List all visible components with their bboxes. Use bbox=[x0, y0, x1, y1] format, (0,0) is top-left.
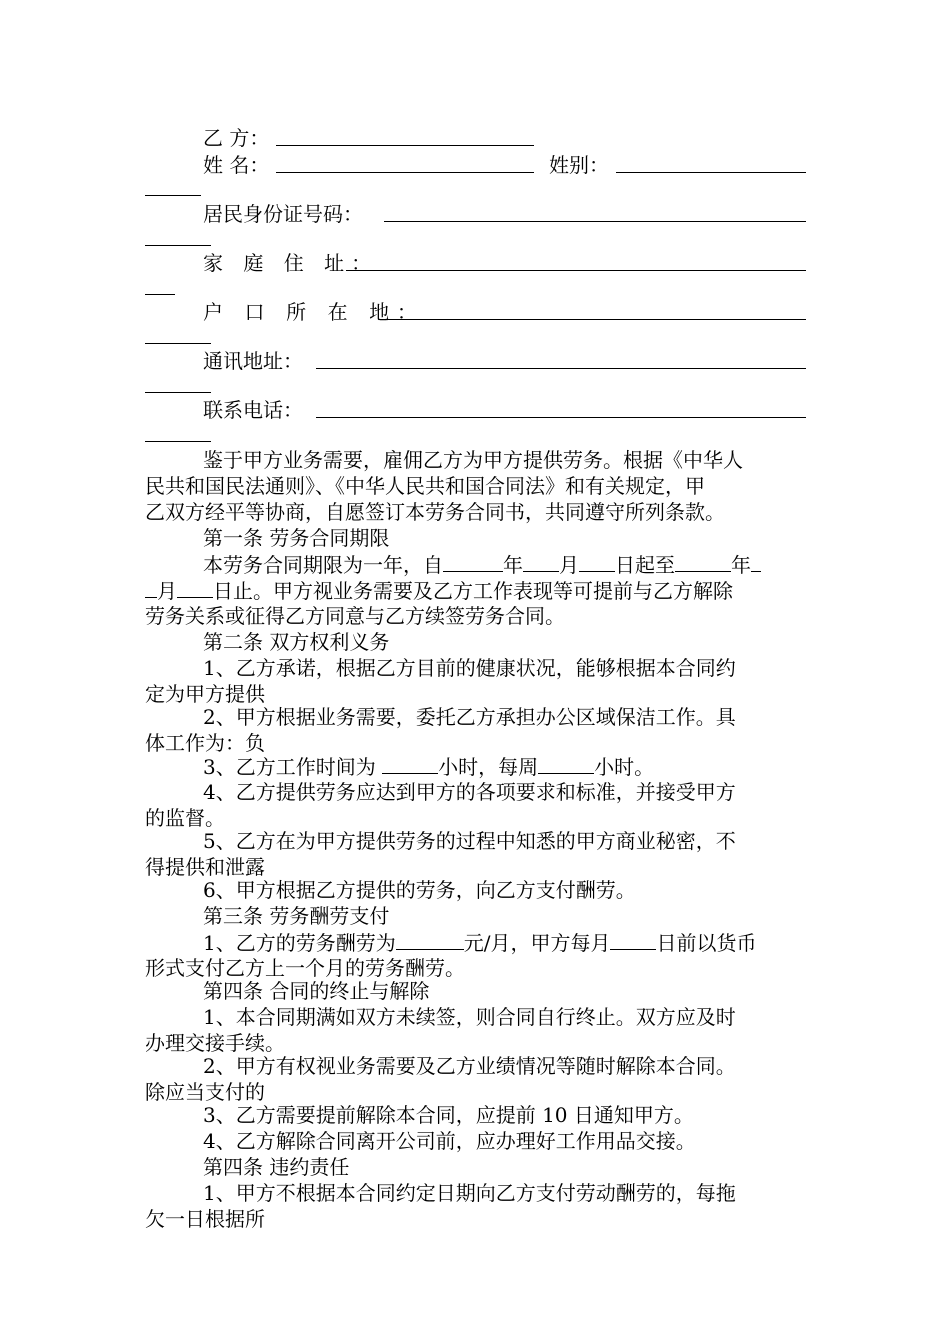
daily-hours-blank bbox=[382, 753, 438, 774]
preamble-line-3: 乙双方经平等协商，自愿签订本劳务合同书，共同遵守所列条款。 bbox=[145, 500, 725, 524]
name-row bbox=[203, 152, 269, 178]
article-4-item-3: 3、乙方需要提前解除本合同，应提前 10 日通知甲方。 bbox=[203, 1103, 694, 1127]
article-2-item-5a: 5、乙方在为甲方提供劳务的过程中知悉的甲方商业秘密，不 bbox=[203, 829, 736, 853]
residence-blank-cont bbox=[145, 343, 211, 344]
article-4-item-1b: 办理交接手续。 bbox=[145, 1031, 285, 1055]
id-row bbox=[203, 201, 363, 227]
residence-label: 户 口 所 在 地： bbox=[203, 300, 425, 324]
start-day-blank bbox=[579, 551, 615, 572]
article-4-item-2b: 除应当支付的 bbox=[145, 1080, 265, 1104]
gender-blank bbox=[616, 172, 806, 173]
article-2-item-3: 3、乙方工作时间为 小时，每周 小时。 bbox=[203, 755, 655, 779]
name-label: 姓 名： bbox=[203, 153, 270, 177]
residence-row bbox=[203, 299, 424, 325]
address-label: 家 庭 住 址： bbox=[203, 251, 379, 275]
gender-blank-cont bbox=[145, 195, 201, 196]
start-month-blank bbox=[523, 551, 559, 572]
id-blank bbox=[384, 221, 806, 222]
phone-label: 联系电话： bbox=[203, 398, 303, 422]
party-b-blank bbox=[276, 145, 534, 146]
weekly-hours-blank bbox=[538, 753, 594, 774]
phone-row bbox=[203, 397, 303, 423]
article-2-item-1a: 1、乙方承诺，根据乙方目前的健康状况，能够根据本合同约 bbox=[203, 656, 736, 680]
article-3-title: 第三条 劳务酬劳支付 bbox=[203, 904, 390, 928]
article-2-item-2a: 2、甲方根据业务需要，委托乙方承担办公区域保洁工作。具 bbox=[203, 705, 736, 729]
article-4-item-1a: 1、本合同期满如双方未续签，则合同自行终止。双方应及时 bbox=[203, 1005, 736, 1029]
article-1-line-2: 月 日止。甲方视业务需要及乙方工作表现等可提前与乙方解除 bbox=[145, 577, 733, 603]
article-1-line-3: 劳务关系或征得乙方同意与乙方续签劳务合同。 bbox=[145, 604, 565, 628]
phone-blank bbox=[316, 417, 806, 418]
article-4-item-2a: 2、甲方有权视业务需要及乙方业绩情况等随时解除本合同。 bbox=[203, 1054, 736, 1078]
id-label: 居民身份证号码： bbox=[203, 202, 363, 226]
start-year-blank bbox=[443, 551, 503, 572]
article-2-item-4a: 4、乙方提供劳务应达到甲方的各项要求和标准，并接受甲方 bbox=[203, 780, 736, 804]
mail-blank-cont bbox=[145, 392, 211, 393]
article-4-item-4: 4、乙方解除合同离开公司前，应办理好工作用品交接。 bbox=[203, 1129, 696, 1153]
address-row bbox=[203, 250, 378, 276]
article-4-title: 第四条 合同的终止与解除 bbox=[203, 979, 430, 1003]
party-b-label: 乙 方： bbox=[203, 126, 270, 150]
end-month-blank bbox=[145, 577, 157, 598]
article-3-item-1b: 形式支付乙方上一个月的劳务酬劳。 bbox=[145, 956, 465, 980]
article-2-title: 第二条 双方权利义务 bbox=[203, 630, 390, 654]
phone-blank-cont bbox=[145, 441, 211, 442]
address-blank-cont bbox=[145, 294, 175, 295]
address-blank bbox=[346, 270, 806, 271]
gender-row bbox=[549, 152, 609, 178]
end-day-blank bbox=[177, 577, 213, 598]
preamble-line-2: 民共和国民法通则》、《中华人民共和国合同法》和有关规定，甲 bbox=[145, 474, 705, 498]
article-5-title: 第四条 违约责任 bbox=[203, 1155, 350, 1179]
article-2-item-6: 6、甲方根据乙方提供的劳务，向乙方支付酬劳。 bbox=[203, 878, 636, 902]
article-1-title: 第一条 劳务合同期限 bbox=[203, 526, 390, 550]
gender-label: 姓别： bbox=[549, 153, 609, 177]
article-2-item-2b: 体工作为：负 bbox=[145, 731, 265, 755]
name-blank bbox=[276, 172, 534, 173]
residence-blank bbox=[384, 319, 806, 320]
end-year-blank bbox=[675, 551, 731, 572]
article-2-item-5b: 得提供和泄露 bbox=[145, 855, 265, 879]
article-1-line-1: 本劳务合同期限为一年，自 年 月 日起至 年 bbox=[203, 551, 761, 577]
party-b-row bbox=[203, 125, 269, 151]
pay-day-blank bbox=[610, 929, 656, 950]
id-blank-cont bbox=[145, 245, 211, 246]
mail-blank bbox=[316, 368, 806, 369]
article-2-item-1b: 定为甲方提供 bbox=[145, 682, 265, 706]
monthly-pay-blank bbox=[396, 929, 464, 950]
article-5-item-1b: 欠一日根据所 bbox=[145, 1207, 265, 1231]
mail-address-label: 通讯地址： bbox=[203, 349, 303, 373]
mail-row bbox=[203, 348, 303, 374]
article-3-item-1a: 1、乙方的劳务酬劳为 元/月，甲方每月 日前以货币 bbox=[203, 931, 757, 955]
preamble-line-1: 鉴于甲方业务需要，雇佣乙方为甲方提供劳务。根据《中华人 bbox=[203, 448, 743, 472]
article-2-item-4b: 的监督。 bbox=[145, 806, 225, 830]
article-5-item-1a: 1、甲方不根据本合同约定日期向乙方支付劳动酬劳的，每拖 bbox=[203, 1181, 736, 1205]
